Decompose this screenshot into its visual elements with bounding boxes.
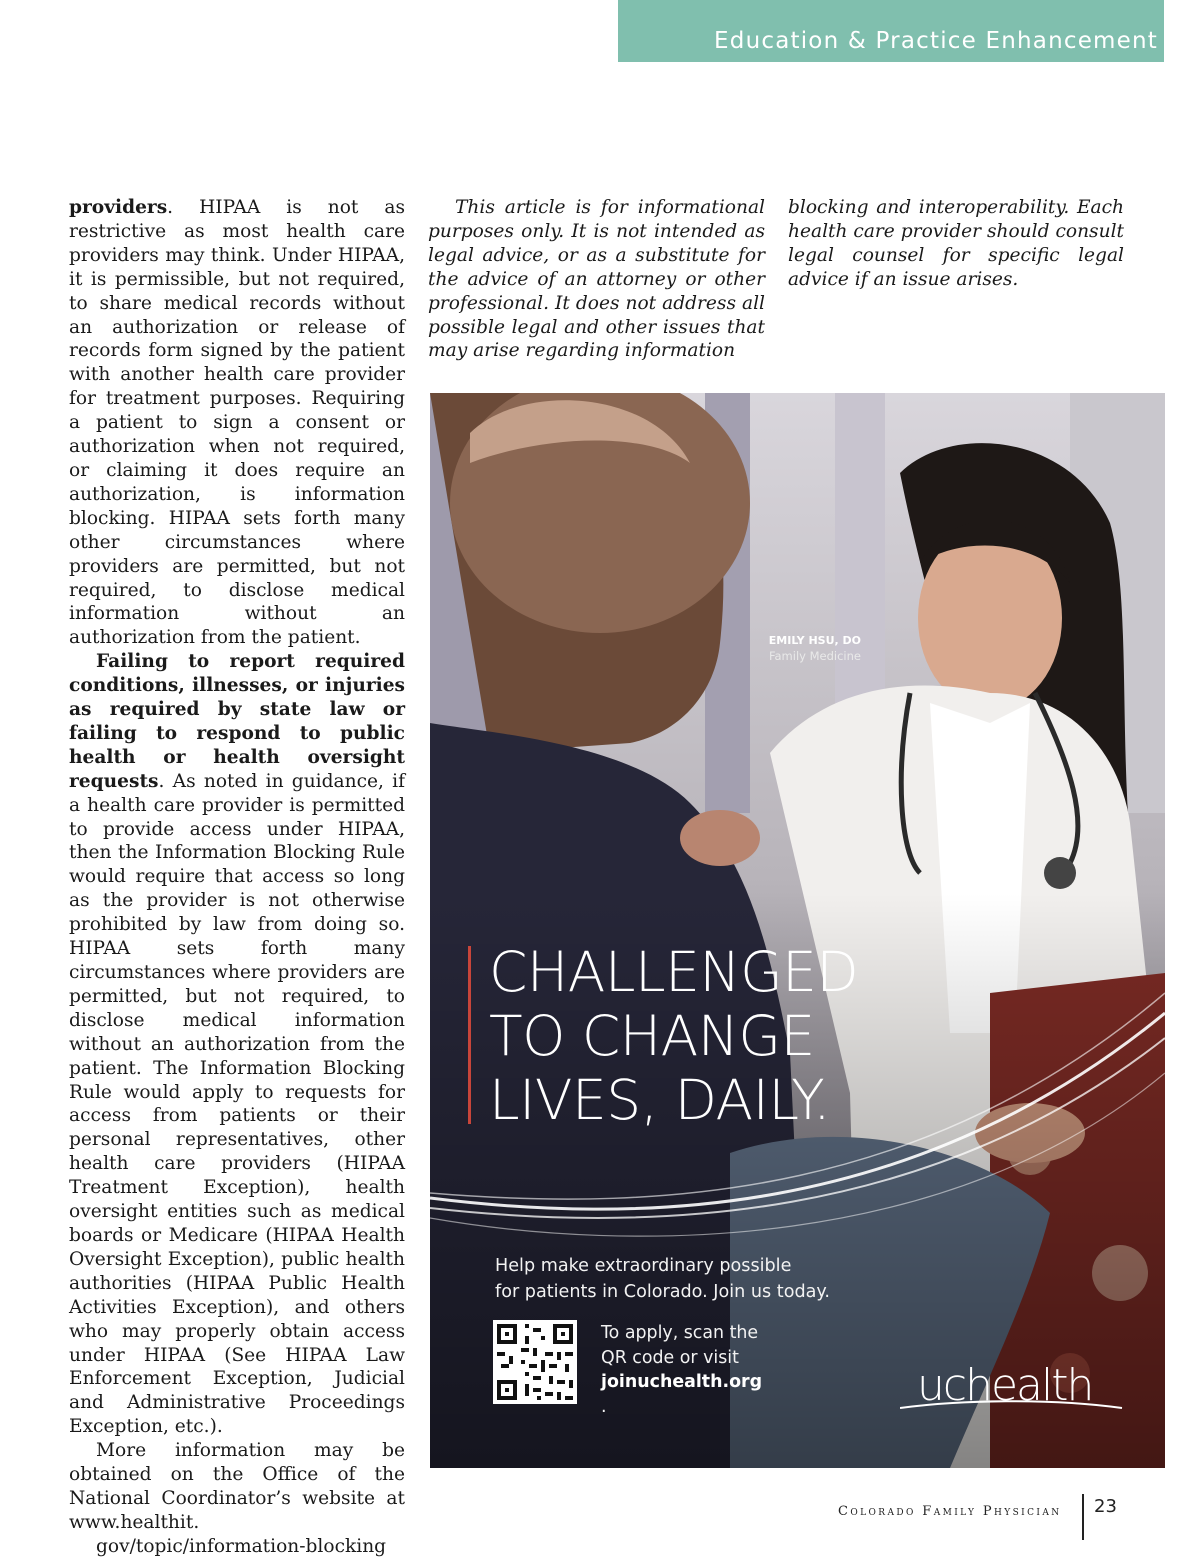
- disclaimer-text-cont: blocking and interoperability. Each health care provider should consult legal counsel for specific legal advice if an issue arises.: [788, 197, 1124, 290]
- apply-instructions: [601, 1321, 762, 1419]
- article-column-left: [69, 196, 405, 1559]
- headline-line: CHALLENGED: [489, 940, 859, 1004]
- headline-line: TO CHANGE: [489, 1004, 815, 1068]
- ad-photo: [430, 393, 1165, 1468]
- paragraph: [69, 650, 405, 1439]
- logo-swoosh: [900, 1398, 1125, 1412]
- apply-line: To apply, scan the: [601, 1323, 759, 1343]
- page-number: 23: [1094, 1496, 1117, 1517]
- url-text: gov/topic/information-blocking: [96, 1535, 387, 1557]
- apply-line: QR code or visit: [601, 1347, 739, 1368]
- paragraph: [69, 196, 405, 650]
- tagline-line: for patients in Colorado. Join us today.: [495, 1281, 830, 1302]
- caption-name: EMILY HSU, DO: [768, 634, 861, 647]
- website-link[interactable]: joinuchealth.org: [601, 1372, 763, 1392]
- paragraph-text: . As noted in guidance, if a health care provider is permitted to provide access under HIPAA, then the Information Blocking Rule would require that access so long as the provider is not otherwise prohibited by law from doing so. HIPAA sets forth many circumstances where providers are permitted, but not required, to disclose medical information without an authorization from the patient. The Information Blocking Rule would apply to requests for access from patients or their personal representatives, other health care providers (HIPAA Treatment Exception), health oversight entities such as medical boards or Medicare (HIPAA Health Oversight Exception), public health authorities (HIPAA Public Health Activities Exception), and others who may properly obtain access under HIPAA (See HIPAA Law Enforcement Exception, Judicial and Administrative Proceedings Exception, etc.).: [69, 770, 405, 1438]
- photo-caption: [763, 634, 861, 664]
- headline-line: LIVES, DAILY.: [489, 1068, 831, 1132]
- ad-tagline: [495, 1254, 830, 1305]
- tagline-line: Help make extraordinary possible: [495, 1256, 792, 1276]
- section-header-band: [618, 0, 1164, 62]
- uchealth-advertisement: [430, 393, 1165, 1468]
- paragraph-text: More information may be obtained on the Office of the National Coordinator’s website at www.healthit.: [69, 1440, 405, 1533]
- headline-accent-bar: [468, 946, 471, 1124]
- bold-lead: providers: [69, 197, 168, 218]
- section-title: Education & Practice Enhancement: [714, 28, 1158, 54]
- caption-role: Family Medicine: [768, 649, 861, 663]
- paragraph: [69, 1439, 405, 1559]
- disclaimer-text: This article is for informational purposes only. It is not intended as legal advice, or as a substitute for the advice of an attorney or other professional. It does not address all possible legal and other issues that may arise regarding information: [428, 197, 765, 362]
- bold-lead: Failing to report required conditions, illnesses, or injuries as required by state law or failing to respond to public health or health oversight requests: [69, 651, 405, 792]
- ad-headline: [489, 940, 909, 1132]
- footer-divider: [1082, 1494, 1084, 1540]
- publication-title: Colorado Family Physician: [838, 1504, 1062, 1519]
- apply-line: [601, 1370, 762, 1419]
- paragraph-text: . HIPAA is not as restrictive as most health care providers may think. Under HIPAA, it is permissible, but not required, to share medical records without an authorization or release of records form signed by the patient with another health care provider for treatment purposes. Requiring a patient to sign a consent or authorization when not required, or claiming it does require an authorization, is information blocking. HIPAA sets forth many other circumstances where providers are permitted, but not required, to disclose medical information without an authorization from the patient.: [69, 197, 405, 649]
- disclaimer-column-right: [788, 196, 1124, 292]
- disclaimer-column-middle: [428, 196, 765, 363]
- uchealth-logo: uchealth: [917, 1360, 1093, 1411]
- qr-code-icon[interactable]: [493, 1320, 577, 1404]
- site-suffix: .: [601, 1396, 607, 1417]
